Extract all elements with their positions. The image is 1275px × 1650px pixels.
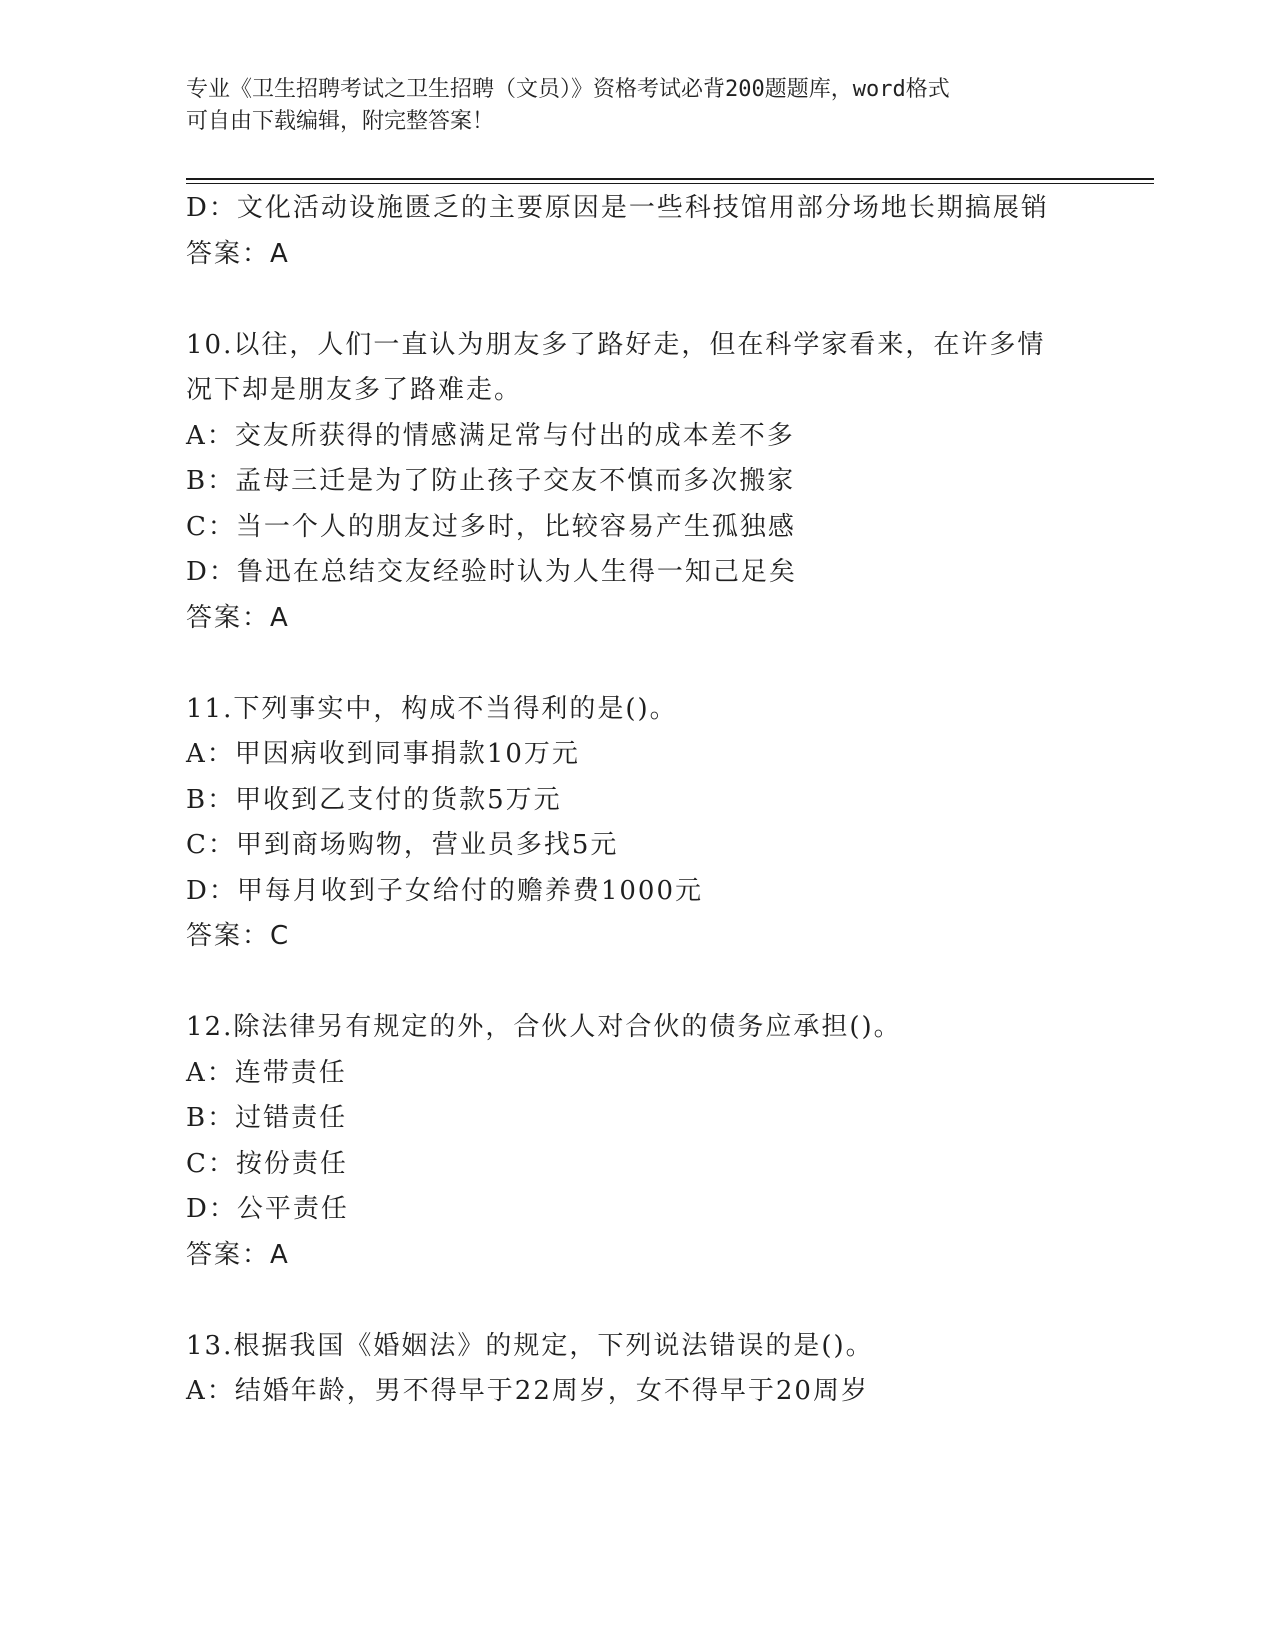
answer-line: 答案：A — [186, 238, 290, 269]
option-d: D：甲每月收到子女给付的赡养费1000元 — [186, 875, 704, 906]
header-title-line-1: 专业《卫生招聘考试之卫生招聘（文员）》资格考试必背200题题库，word格式 — [186, 77, 950, 102]
answer-line: 答案：C — [186, 921, 291, 951]
question-9-tail — [186, 186, 1086, 277]
question-stem: 10.以往，人们一直认为朋友多了路好走，但在科学家看来，在许多情 — [186, 329, 1046, 360]
header-divider-thick — [186, 178, 1154, 180]
option-a: A：交友所获得的情感满足常与付出的成本差不多 — [186, 420, 795, 451]
question-11 — [186, 687, 1086, 960]
question-12 — [186, 1005, 1086, 1278]
document-header — [186, 74, 1086, 138]
spacer — [186, 960, 1086, 1006]
option-d: D：文化活动设施匮乏的主要原因是一些科技馆用部分场地长期搞展销 — [186, 193, 1049, 223]
question-13 — [186, 1324, 1086, 1415]
option-b: B：过错责任 — [186, 1103, 348, 1133]
spacer — [186, 1278, 1086, 1324]
answer-line: 答案：A — [186, 1239, 290, 1270]
option-d: D：鲁迅在总结交友经验时认为人生得一知己足矣 — [186, 557, 797, 587]
header-divider-thin — [186, 183, 1154, 184]
option-b: B：甲收到乙支付的货款5万元 — [186, 784, 562, 815]
spacer — [186, 641, 1086, 687]
option-a: A：甲因病收到同事捐款10万元 — [186, 739, 580, 769]
option-c: C：甲到商场购物，营业员多找5元 — [186, 830, 619, 860]
question-stem-continued: 况下却是朋友多了路难走。 — [186, 375, 523, 405]
question-stem: 13.根据我国《婚姻法》的规定，下列说法错误的是()。 — [186, 1330, 874, 1361]
answer-line: 答案：A — [186, 602, 290, 633]
option-b: B：孟母三迁是为了防止孩子交友不慎而多次搬家 — [186, 466, 796, 496]
question-list — [186, 186, 1086, 1415]
question-stem: 12.除法律另有规定的外，合伙人对合伙的债务应承担()。 — [186, 1012, 902, 1042]
spacer — [186, 277, 1086, 323]
question-stem: 11.下列事实中，构成不当得利的是()。 — [186, 693, 678, 724]
option-d: D：公平责任 — [186, 1194, 349, 1224]
header-title-line-2: 可自由下载编辑，附完整答案！ — [186, 109, 495, 134]
option-a: A：连带责任 — [186, 1057, 347, 1088]
option-a: A：结婚年龄，男不得早于22周岁，女不得早于20周岁 — [186, 1376, 869, 1406]
option-c: C：当一个人的朋友过多时，比较容易产生孤独感 — [186, 511, 796, 542]
option-c: C：按份责任 — [186, 1148, 348, 1179]
question-10 — [186, 323, 1086, 642]
